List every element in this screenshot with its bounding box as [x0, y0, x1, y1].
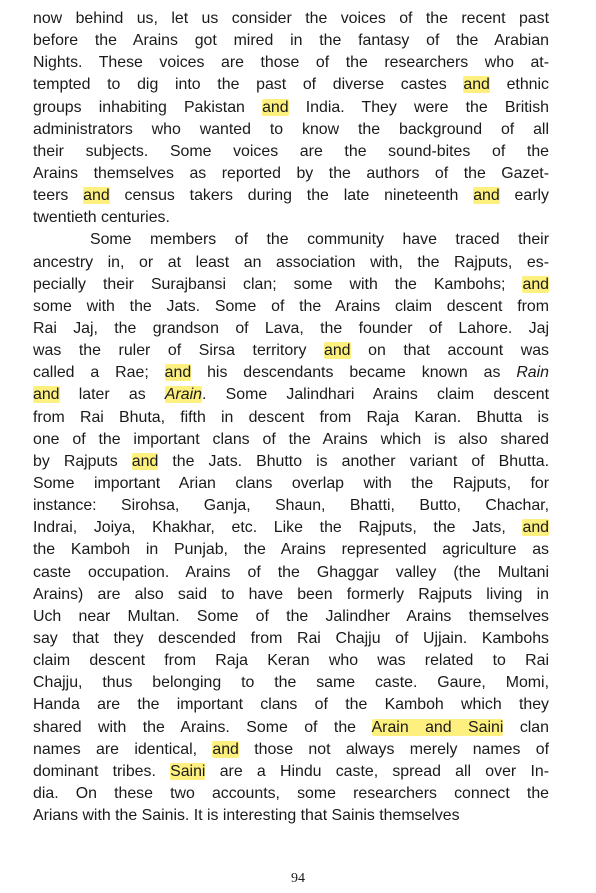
text-line: [33, 451, 549, 473]
text-line: [33, 207, 549, 229]
text-run: on that account was: [350, 342, 549, 360]
highlighted-text: and: [33, 386, 60, 404]
text-line: [33, 672, 549, 694]
text-line: [33, 362, 549, 384]
text-run: India. They were the British: [288, 98, 549, 116]
text-run: Rain: [516, 364, 549, 382]
text-line: [33, 407, 549, 429]
text-run: twentieth centuries.: [33, 209, 170, 227]
text-run: instance: Sirohsa, Ganja, Shaun, Bhatti, Butto, Chachar,: [33, 497, 549, 515]
text-run: groups inhabiting Pakistan: [33, 98, 263, 116]
text-run: names are identical,: [33, 740, 213, 758]
text-run: now behind us, let us consider the voices of the recent past: [33, 10, 549, 27]
text-run: shared with the Arains. Some of the: [33, 718, 372, 736]
highlighted-text: Arain and Saini: [371, 718, 504, 736]
text-run: later as: [59, 386, 165, 404]
text-line: [33, 562, 549, 584]
highlighted-text: Arain: [164, 386, 203, 404]
text-run: Some important Arian clans overlap with the Rajputs, for: [33, 474, 549, 492]
text-line: [33, 517, 549, 539]
text-line: [33, 340, 549, 362]
text-line: [33, 296, 549, 318]
text-line: [33, 606, 549, 628]
text-line: [33, 473, 549, 495]
text-line: [33, 97, 549, 119]
text-run: one of the important clans of the Arains which is also shared: [33, 430, 549, 448]
text-line: [33, 119, 549, 141]
text-run: clan: [503, 718, 549, 736]
text-run: Uch near Multan. Some of the Jalindher Arains themselves: [33, 607, 549, 625]
highlighted-text: and: [83, 187, 110, 205]
text-line: [33, 584, 549, 606]
text-run: Some members of the community have traced their: [90, 231, 549, 249]
text-run: his descendants became known as: [191, 364, 517, 382]
text-line: [33, 783, 549, 805]
text-run: Indrai, Joiya, Khakhar, etc. Like the Rajputs, the Jats,: [33, 519, 523, 537]
text-run: caste occupation. Arains of the Ghaggar valley (the Multani: [33, 563, 549, 581]
text-run: Rai Jaj, the grandson of Lava, the founder of Lahore. Jaj: [33, 319, 549, 337]
text-run: from Rai Bhuta, fifth in descent from Raja Karan. Bhutta is: [33, 408, 549, 426]
body-text: [33, 8, 549, 827]
text-line: [33, 252, 549, 274]
text-run: those not always merely names of: [238, 740, 549, 758]
highlighted-text: and: [324, 342, 351, 360]
text-line: [33, 163, 549, 185]
text-run: census takers during the late nineteenth: [109, 187, 474, 205]
text-line: [33, 8, 549, 30]
text-line: [33, 717, 549, 739]
text-run: before the Arains got mired in the fantasy of the Arabian: [33, 32, 549, 50]
text-line: [33, 318, 549, 340]
text-line: [33, 384, 549, 406]
highlighted-text: and: [463, 76, 490, 94]
highlighted-text: and: [164, 364, 192, 382]
text-run: early: [499, 187, 549, 205]
text-run: called a Rae;: [33, 364, 165, 382]
text-run: was the ruler of Sirsa territory: [33, 342, 324, 360]
text-line: [33, 429, 549, 451]
text-run: Chajju, thus belonging to the same caste. Gaure, Momi,: [33, 674, 549, 692]
text-line: [33, 628, 549, 650]
text-line: [33, 141, 549, 163]
text-run: administrators who wanted to know the background of all: [33, 120, 549, 138]
highlighted-text: and: [131, 452, 159, 470]
text-run: Arians with the Sainis. It is interesting that Sainis themselves: [33, 807, 460, 825]
text-line: [33, 229, 549, 251]
text-run: the Kamboh in Punjab, the Arains represented agriculture as: [33, 541, 549, 559]
text-line: [33, 539, 549, 561]
text-line: [33, 694, 549, 716]
text-line: [33, 185, 549, 207]
text-line: [33, 274, 549, 296]
text-run: by Rajputs: [33, 452, 132, 470]
text-line: [33, 761, 549, 783]
page-number: 94: [291, 871, 305, 886]
text-run: say that they descended from Rai Chajju of Ujjain. Kambohs: [33, 629, 549, 647]
text-run: teers: [33, 187, 84, 205]
highlighted-text: and: [212, 740, 239, 758]
text-run: dia. On these two accounts, some researchers connect the: [33, 784, 549, 802]
text-run: . Some Jalindhari Arains claim descent: [202, 386, 549, 404]
highlighted-text: and: [473, 187, 500, 205]
text-run: are a Hindu caste, spread all over In-: [205, 762, 549, 780]
highlighted-text: and: [522, 519, 549, 537]
text-line: [33, 495, 549, 517]
text-run: ethnic: [489, 76, 549, 94]
text-line: [33, 650, 549, 672]
text-run: tempted to dig into the past of diverse castes: [33, 76, 464, 94]
text-run: Arains) are also said to have been formerly Rajputs living in: [33, 585, 549, 603]
text-run: claim descent from Raja Keran who was related to Rai: [33, 652, 549, 670]
text-line: [33, 739, 549, 761]
text-run: dominant tribes.: [33, 762, 171, 780]
text-run: ancestry in, or at least an association with, the Rajputs, es-: [33, 253, 549, 271]
text-line: [33, 52, 549, 74]
highlighted-text: and: [522, 275, 549, 293]
highlighted-text: Saini: [170, 762, 206, 780]
text-run: Handa are the important clans of the Kamboh which they: [33, 696, 549, 714]
text-line: [33, 805, 549, 827]
text-run: the Jats. Bhutto is another variant of Bhutta.: [158, 452, 549, 470]
text-run: their subjects. Some voices are the sound-bites of the: [33, 142, 549, 160]
text-line: [33, 30, 549, 52]
text-run: pecially their Surajbansi clan; some with the Kambohs;: [33, 275, 523, 293]
text-run: Nights. These voices are those of the researchers who at-: [33, 54, 549, 72]
text-line: [33, 74, 549, 96]
text-run: some with the Jats. Some of the Arains claim descent from: [33, 297, 549, 315]
highlighted-text: and: [262, 98, 289, 116]
text-run: Arains themselves as reported by the authors of the Gazet-: [33, 164, 549, 182]
